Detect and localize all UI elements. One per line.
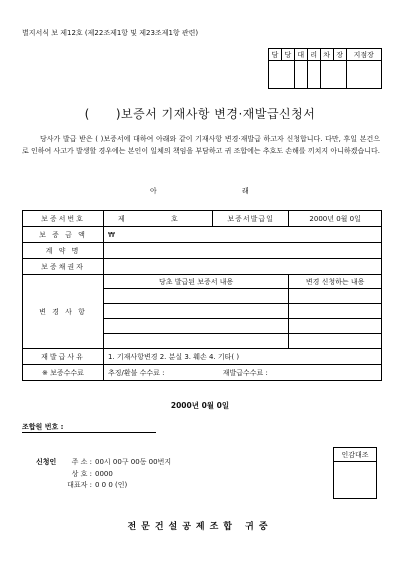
approval-header-5: 차: [320, 49, 333, 61]
change-before-field-4[interactable]: [104, 334, 289, 349]
addressee: 전문건설공제조합 귀중: [127, 522, 273, 532]
approval-header-2: 당: [281, 49, 294, 61]
fee-reissue-label: 재발급수수료 :: [222, 368, 268, 377]
change-before-field-2[interactable]: [104, 304, 289, 319]
declaration-text: 당사가 발급 받은 ( )보증서에 대하여 아래와 같이 기재사항 변경·재발급 하고자 신청합니다. 다만, 후일 본건으로 인하여 사고가 발생할 경우에는 본인이 일체의 책임을 부담하고 귀 조합에는 추호도 손해를 끼치지 아니하겠습니다.: [22, 135, 380, 155]
approval-box-assistant[interactable]: [307, 61, 320, 89]
address-value[interactable]: 00시 00구 00동 00번지: [95, 458, 172, 466]
representative-label: 대표자 :: [67, 481, 92, 489]
representative-line: [64, 480, 171, 492]
approval-box-staff[interactable]: [269, 61, 295, 89]
change-col-left: 당초 발급된 보증서 내용: [104, 275, 289, 289]
cert-no-prefix: 제: [118, 214, 125, 223]
approval-header-4: 리: [307, 49, 320, 61]
fee-field[interactable]: [104, 365, 382, 381]
creditor-field[interactable]: [104, 259, 382, 275]
address-line: [64, 457, 171, 469]
cert-no-suffix: 호: [171, 214, 178, 223]
cert-no-label: 보증서번호: [23, 211, 104, 227]
seal-check-box: [333, 447, 377, 499]
form-reference: 별지서식 보 제12호 (제22조제1항 및 제23조제1항 관련): [22, 29, 199, 37]
seal-check-area[interactable]: [334, 462, 377, 499]
change-after-field-2[interactable]: [289, 304, 382, 319]
contract-field[interactable]: [104, 243, 382, 259]
amount-field[interactable]: ₩: [104, 227, 382, 243]
approval-stamp-table: [268, 48, 382, 89]
approval-header-6: 장: [333, 49, 346, 61]
approval-header-3: 대: [294, 49, 307, 61]
change-label: 변 경 사 항: [23, 275, 104, 349]
fee-label: ※ 보증수수료: [23, 365, 104, 381]
applicant-label: 신청인: [36, 458, 57, 466]
contract-label: 계 약 명: [23, 243, 104, 259]
reissue-reason-field[interactable]: 1. 기재사항변경 2. 분실 3. 훼손 4. 기타( ): [104, 349, 382, 365]
amount-label: 보 증 금 액: [23, 227, 104, 243]
address-label: 주 소 :: [71, 458, 92, 466]
application-date: 2000년 0월 0일: [170, 401, 230, 410]
member-no-label: 조합원 번호 :: [22, 423, 64, 431]
approval-box-deputy[interactable]: [294, 61, 307, 89]
issue-date-field[interactable]: 2000년 0월 0일: [289, 211, 382, 227]
change-after-field-4[interactable]: [289, 334, 382, 349]
applicant-details: [64, 457, 171, 492]
company-value[interactable]: 0000: [95, 469, 113, 478]
member-no-field[interactable]: [22, 432, 156, 433]
representative-value[interactable]: 0 0 0 (인): [95, 481, 128, 489]
below-label-left: 아: [150, 187, 157, 195]
change-before-field-3[interactable]: [104, 319, 289, 334]
application-table: [22, 210, 382, 381]
approval-box-chief[interactable]: [320, 61, 346, 89]
title-main: )보증서 기재사항 변경·재발급신청서: [115, 107, 316, 121]
company-label: 상 호 :: [71, 469, 92, 478]
cert-no-field[interactable]: [104, 211, 213, 227]
page-title: [0, 105, 400, 122]
creditor-label: 보증채권자: [23, 259, 104, 275]
change-after-field-1[interactable]: [289, 289, 382, 304]
approval-header-7: 지점장: [346, 49, 381, 61]
below-label-right: 래: [242, 187, 249, 195]
reissue-label: 재발급사유: [23, 349, 104, 365]
change-col-right: 변경 신청하는 내용: [289, 275, 382, 289]
company-line: [64, 469, 171, 481]
approval-box-branch-manager[interactable]: [346, 61, 381, 89]
change-before-field-1[interactable]: [104, 289, 289, 304]
approval-header-1: 담: [269, 49, 282, 61]
change-after-field-3[interactable]: [289, 319, 382, 334]
fee-adjust-label: 추징/환불 수수료 :: [108, 368, 165, 377]
seal-check-label: 인감대조: [334, 448, 377, 462]
title-paren: (: [84, 107, 90, 121]
issue-date-label: 보증서발급일: [213, 211, 289, 227]
